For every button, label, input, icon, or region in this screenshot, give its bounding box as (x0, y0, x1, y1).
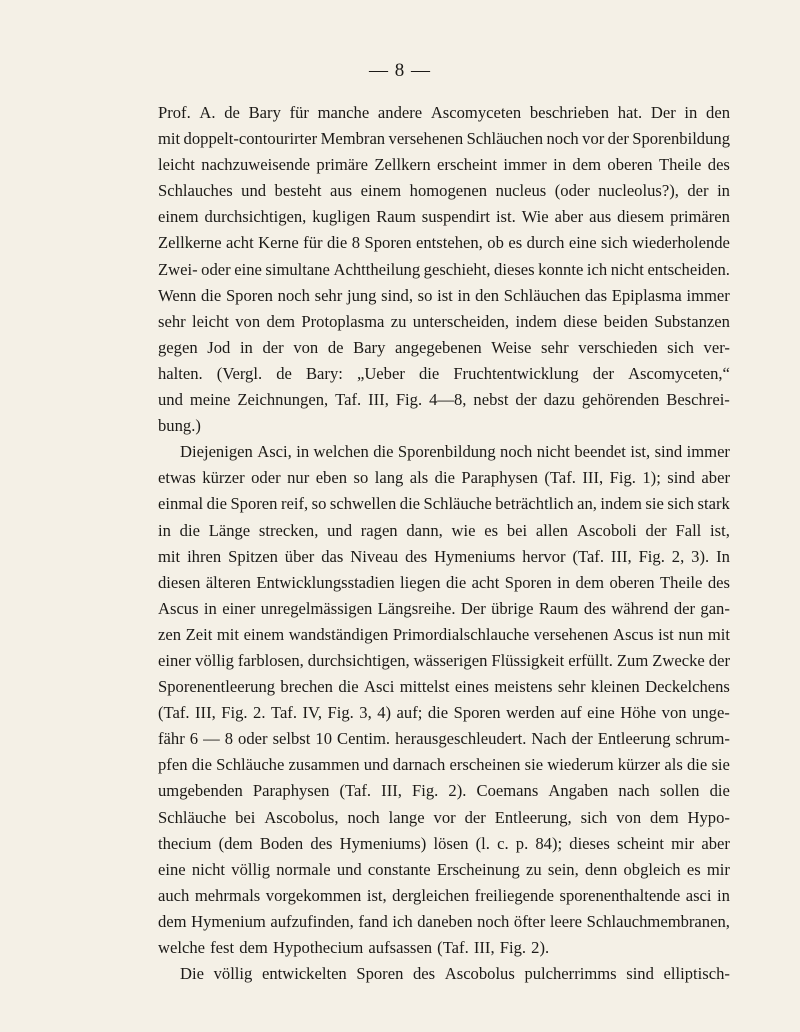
text-line: etwas kürzer oder nur eben so lang als die Paraphysen (Taf. III, Fig. 1); sind aber (158, 468, 730, 488)
text-line: halten. (Vergl. de Bary: „Ueber die Fruchtentwicklung der Ascomyceten,“ (158, 363, 730, 383)
text-line: bung.) (158, 416, 201, 436)
text-line: einmal die Sporen reif, so schwellen die Schläuche beträchtlich an, indem sie sich stark (158, 494, 730, 514)
text-line: gegen Jod in der von de Bary angegebenen Weise sehr verschieden sich ver- (158, 337, 730, 357)
body-text (158, 100, 730, 987)
text-line: einer völlig farblosen, durchsichtigen, wässerigen Flüssigkeit erfüllt. Zum Zwecke der (158, 650, 730, 670)
text-line: Ascus in einer unregelmässigen Längsreihe. Der übrige Raum des während der gan- (158, 598, 730, 618)
text-line: zen Zeit mit einem wandständigen Primordialschlauche versehenen Ascus ist nun mit (158, 624, 730, 644)
text-line: Prof. A. de Bary für manche andere Ascomyceten beschrieben hat. Der in den (158, 103, 730, 122)
text-line: mit ihren Spitzen über das Niveau des Hymeniums hervor (Taf. III, Fig. 2, 3). In (158, 546, 730, 566)
text-line: auch mehrmals vorgekommen ist, dergleichen freiliegende sporenenthaltende asci in (158, 885, 730, 905)
text-line: (Taf. III, Fig. 2. Taf. IV, Fig. 3, 4) auf; die Sporen werden auf eine Höhe von unge- (158, 703, 730, 723)
text-line: mit doppelt-contourirter Membran versehenen Schläuchen noch vor der Sporenbildung (158, 129, 730, 149)
text-line: welche fest dem Hypothecium aufsassen (Taf. III, Fig. 2). (158, 938, 550, 957)
text-line: sehr leicht von dem Protoplasma zu unterscheiden, indem diese beiden Substanzen (158, 311, 730, 331)
text-line: pfen die Schläuche zusammen und darnach erscheinen sie wiederum kürzer als die sie (158, 755, 730, 775)
text-line: dem Hymenium aufzufinden, fand ich daneben noch öfter leere Schlauchmembranen, (158, 911, 730, 931)
text-line: Schlauches und besteht aus einem homogenen nucleus (oder nucleolus?), der in (158, 181, 730, 201)
text-line: leicht nachzuweisende primäre Zellkern erscheint immer in dem oberen Theile des (158, 155, 730, 175)
text-line: einem durchsichtigen, kugligen Raum suspendirt ist. Wie aber aus diesem primären (158, 207, 730, 227)
page-number: — 8 — (369, 60, 431, 81)
text-line: Sporenentleerung brechen die Asci mittelst eines meistens sehr kleinen Deckelchens (158, 677, 730, 697)
text-line: fähr 6 — 8 oder selbst 10 Centim. herausgeschleudert. Nach der Entleerung schrum- (158, 729, 730, 749)
text-line: thecium (dem Boden des Hymeniums) lösen (l. c. p. 84); dieses scheint mir aber (158, 833, 730, 853)
text-line: und meine Zeichnungen, Taf. III, Fig. 4—8, nebst der dazu gehörenden Beschrei- (158, 390, 730, 410)
text-line: eine nicht völlig normale und constante Erscheinung zu sein, denn obgleich es mir (158, 859, 730, 879)
text-line: in die Länge strecken, und ragen dann, wie es bei allen Ascoboli der Fall ist, (158, 520, 730, 540)
text-line: Zellkerne acht Kerne für die 8 Sporen entstehen, ob es durch eine sich wiederholende (158, 233, 730, 253)
text-line: Wenn die Sporen noch sehr jung sind, so ist in den Schläuchen das Epiplasma immer (158, 285, 730, 305)
text-line: Diejenigen Asci, in welchen die Sporenbildung noch nicht beendet ist, sind immer (180, 442, 730, 462)
text-line: diesen älteren Entwicklungsstadien liegen die acht Sporen in dem oberen Theile des (158, 572, 730, 592)
text-line: umgebenden Paraphysen (Taf. III, Fig. 2). Coemans Angaben nach sollen die (158, 781, 730, 801)
text-line: Schläuche bei Ascobolus, noch lange vor der Entleerung, sich von dem Hypo- (158, 807, 730, 827)
text-line: Die völlig entwickelten Sporen des Ascobolus pulcherrimms sind elliptisch- (180, 964, 730, 984)
text-line: Zwei- oder eine simultane Achttheilung geschieht, dieses konnte ich nicht entscheiden. (158, 259, 730, 279)
